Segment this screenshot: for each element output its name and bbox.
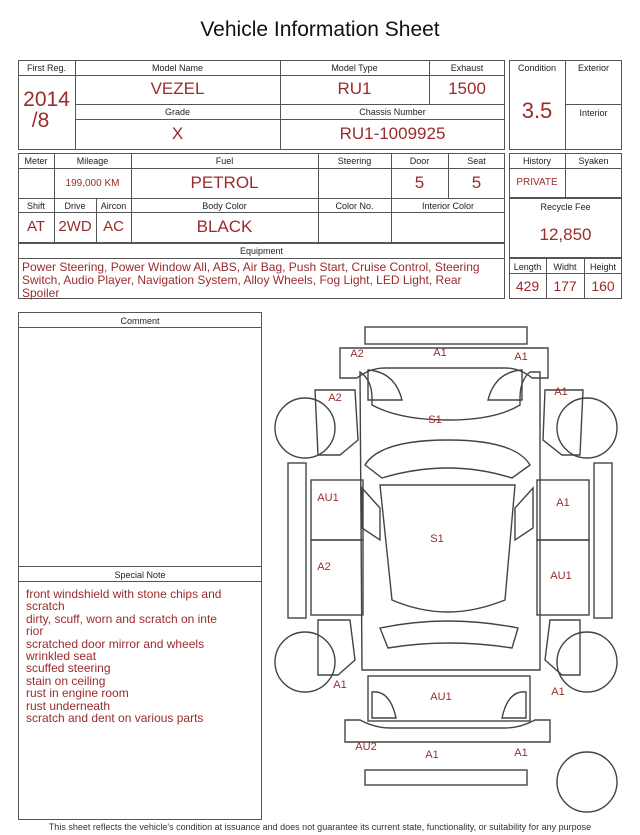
rear-window-panel (380, 621, 518, 648)
list-item: scuffed steering (26, 661, 111, 676)
interior-label: Interior (579, 108, 608, 118)
fuel-label: Fuel (215, 156, 234, 166)
length-value: 429 (515, 278, 540, 294)
front-door-left-panel (311, 480, 363, 540)
drive-value: 2WD (58, 218, 92, 235)
list-item: scratch (26, 599, 65, 614)
model-name-label: Model Name (151, 63, 204, 73)
first-reg-month: /8 (31, 109, 50, 132)
rear-bumper-panel (345, 720, 550, 742)
mileage-label: Mileage (76, 156, 109, 166)
rear-left-wheel (275, 632, 335, 692)
damage-code-front-bumper-left: A2 (350, 348, 364, 360)
list-item: wrinkled seat (26, 649, 97, 664)
page-title: Vehicle Information Sheet (200, 18, 440, 41)
meter-label: Meter (24, 156, 48, 166)
body-color-value: BLACK (196, 217, 253, 236)
front-bumper-top-panel (365, 327, 527, 344)
width-value: 177 (553, 278, 577, 294)
damage-code-front-bumper-center: A1 (433, 347, 447, 359)
front-arch-right (488, 370, 522, 400)
damage-code-roof: S1 (430, 533, 444, 545)
door-value: 5 (414, 173, 425, 192)
shift-label: Shift (26, 201, 45, 211)
damage-code-rear-wheel-right: A1 (551, 686, 565, 698)
seat-label: Seat (467, 156, 486, 166)
recycle-fee-label: Recycle Fee (540, 202, 591, 212)
steering-label: Steering (337, 156, 372, 166)
condition-label: Condition (517, 63, 557, 73)
aircon-label: Aircon (100, 201, 127, 211)
damage-code-rear-door-left: A2 (317, 561, 331, 573)
equipment-label: Equipment (239, 246, 284, 256)
seat-value: 5 (471, 173, 482, 192)
list-item: rior (26, 624, 44, 639)
spare-wheel (557, 752, 617, 812)
rear-right-wheel (557, 632, 617, 692)
rear-bottom-panel (365, 770, 527, 785)
comment-label: Comment (120, 316, 160, 326)
mileage-value: 199,000 KM (65, 178, 120, 189)
side-step-left (288, 463, 306, 618)
list-item: scratch and dent on various parts (26, 711, 204, 726)
pillar-right (515, 488, 533, 540)
history-label: History (522, 156, 551, 166)
front-left-wheel (275, 398, 335, 458)
special-note-label: Special Note (114, 570, 166, 580)
front-right-wheel (557, 398, 617, 458)
list-item: rust in engine room (26, 686, 129, 701)
door-label: Door (409, 156, 430, 166)
first-reg-label: First Reg. (26, 63, 66, 73)
damage-code-rear-bumper-right: A1 (514, 747, 528, 759)
list-item: front windshield with stone chips and (26, 587, 222, 601)
condition-value: 3.5 (521, 98, 553, 123)
history-value: PRIVATE (516, 177, 558, 188)
damage-code-front-door-left: AU1 (317, 492, 339, 504)
damage-code-rear-wheel-left: A1 (333, 679, 347, 691)
damage-code-front-door-right: A1 (556, 497, 570, 509)
chassis-number-value: RU1-1009925 (339, 124, 446, 143)
roof-panel (380, 485, 515, 612)
model-type-value: RU1 (337, 79, 372, 98)
recycle-fee-value: 12,850 (539, 225, 592, 244)
pillar-left (362, 488, 380, 540)
exhaust-value: 1500 (448, 79, 486, 98)
shift-value: AT (26, 218, 46, 235)
model-name-value: VEZEL (150, 79, 205, 98)
list-item: scratched door mirror and wheels (26, 636, 205, 651)
aircon-value: AC (103, 218, 124, 235)
body-color-label: Body Color (202, 201, 247, 211)
syaken-label: Syaken (578, 156, 609, 166)
width-label: Widht (553, 262, 577, 272)
damage-code-tailgate: AU1 (430, 691, 452, 703)
rear-door-left-panel (311, 540, 363, 615)
list-item: dirty, scuff, worn and scratch on inte (26, 611, 217, 626)
list-item: rust underneath (26, 698, 111, 713)
front-arch-left (368, 370, 402, 400)
equipment-text: Power Steering, Power Window All, ABS, Air Bag, Push Start, Cruise Control, Steering Switch, Audio Player, Navigation System, Alloy Wheels, Fog Light, LED Light, Rear Spoiler (22, 260, 480, 300)
hood-panel (360, 372, 540, 670)
windshield-panel (365, 440, 530, 478)
exterior-label: Exterior (577, 63, 609, 73)
front-door-right-panel (537, 480, 589, 540)
damage-code-front-bumper-right: A1 (514, 351, 528, 363)
damage-code-front-fender-left: A2 (328, 392, 342, 404)
height-value: 160 (591, 278, 615, 294)
height-label: Height (589, 262, 616, 272)
first-reg-year: 2014 (23, 88, 70, 111)
damage-code-rear-door-right: AU1 (550, 570, 572, 582)
damage-code-hood: S1 (428, 414, 442, 426)
drive-label: Drive (64, 201, 86, 211)
color-no-label: Color No. (335, 201, 374, 211)
fuel-value: PETROL (190, 173, 259, 192)
list-item: stain on ceiling (26, 673, 106, 688)
rear-fender-right-panel (545, 620, 580, 675)
rear-fender-left-panel (318, 620, 355, 675)
side-step-right (594, 463, 612, 618)
length-label: Length (513, 262, 542, 272)
interior-color-label: Interior Color (421, 201, 475, 211)
chassis-number-label: Chassis Number (359, 107, 426, 117)
damage-code-front-fender-right: A1 (554, 386, 568, 398)
exhaust-label: Exhaust (450, 63, 484, 73)
model-type-label: Model Type (331, 63, 378, 73)
grade-label: Grade (164, 107, 190, 117)
damage-code-rear-bumper-center: A1 (425, 749, 439, 761)
footer-disclaimer: This sheet reflects the vehicle's condition at issuance and does not guarantee its current state, functionality, or suitability for any purpose (48, 822, 592, 832)
grade-value: X (171, 124, 184, 143)
damage-code-rear-bumper-left: AU2 (355, 741, 377, 753)
